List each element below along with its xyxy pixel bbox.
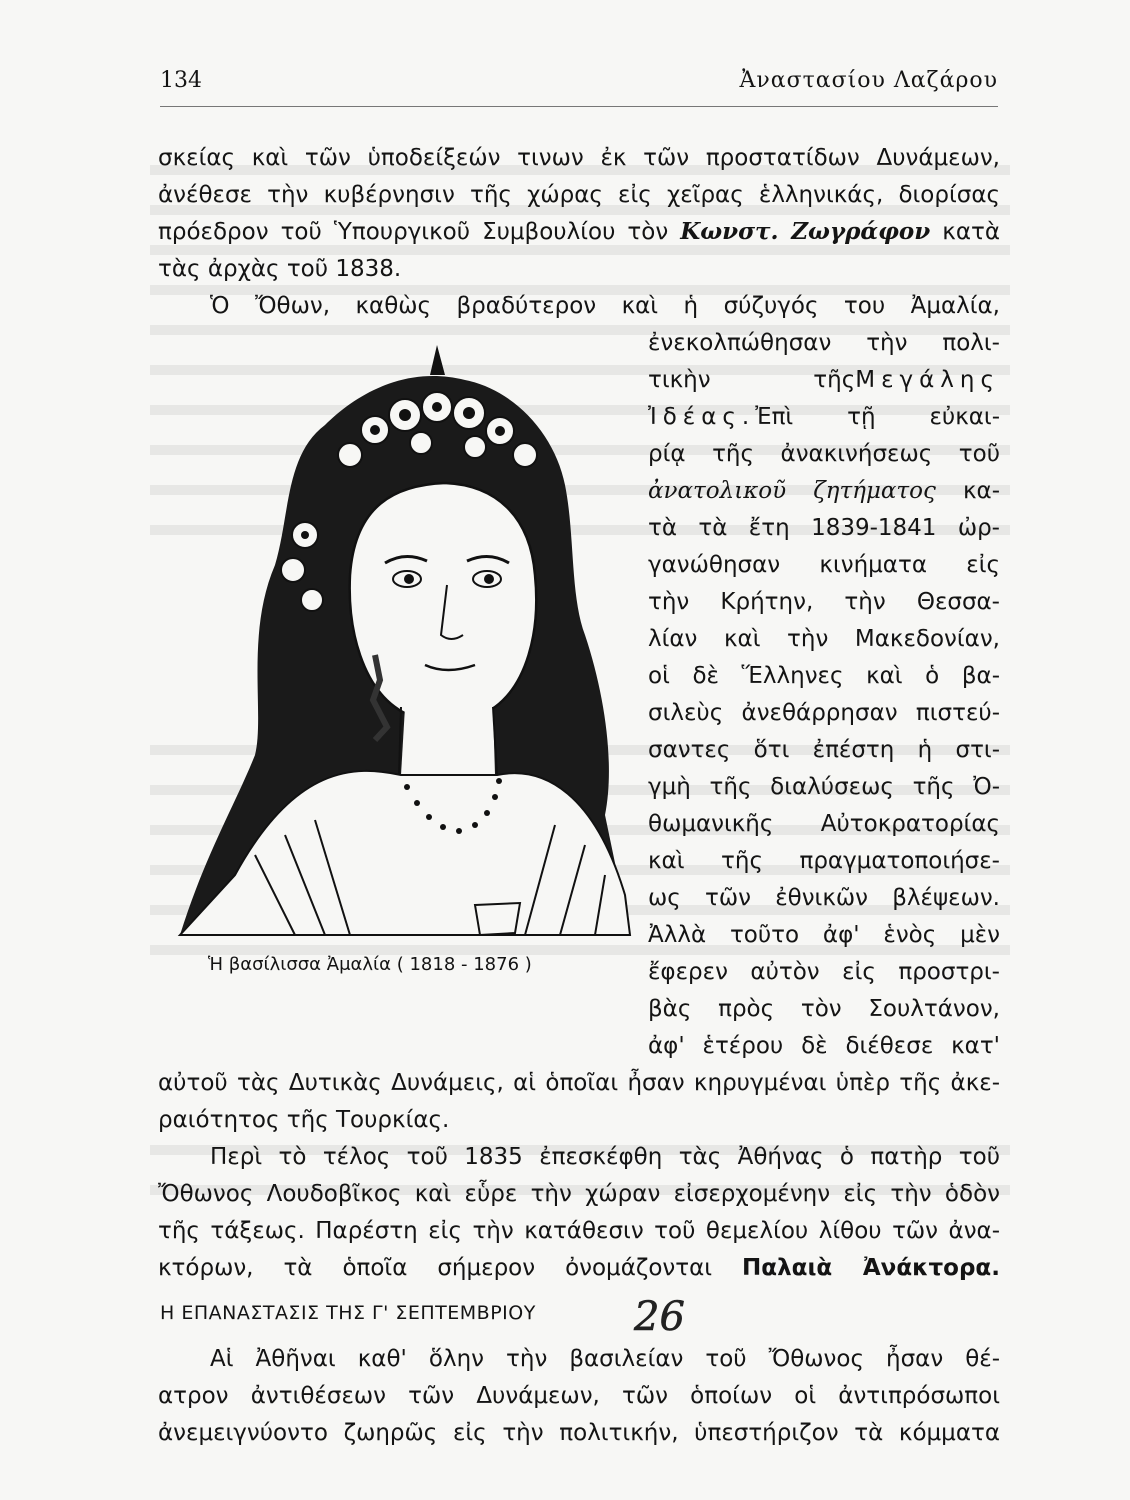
- page-number: 134: [160, 68, 202, 93]
- text-line: πρόεδρον τοῦ Ὑπουργικοῦ Συμβουλίου τὸν Κωνστ. Ζωγράφον κατὰ: [158, 218, 1000, 245]
- text-line: καὶ τῆς πραγματοποιήσε-: [648, 848, 1000, 874]
- text-line: σαντες ὅτι ἐπέστη ἡ στι-: [648, 737, 1000, 763]
- bold-term: Παλαιὰ Ἀνάκτορα.: [742, 1255, 1000, 1281]
- paragraph-start: Αἱ Ἀθῆναι καθ' ὅλην τὴν βασιλείαν τοῦ Ὄθωνος ἦσαν θέ-: [210, 1346, 1000, 1372]
- text-line: ατρον ἀντιθέσεων τῶν Δυνάμεων, τῶν ὁποίων οἱ ἀντιπρόσωποι: [158, 1383, 1000, 1409]
- text-line: οἱ δὲ Ἕλληνες καὶ ὁ βα-: [648, 663, 1000, 689]
- text-line: θωμανικῆς Αὐτοκρατορίας: [648, 811, 1000, 837]
- text-line: γμὴ τῆς διαλύσεως τῆς Ὀ-: [648, 774, 1000, 800]
- text-line: τὰς ἀρχὰς τοῦ 1838.: [158, 256, 402, 282]
- text-line: τικὴν τῆςΜεγάλης: [648, 367, 1000, 393]
- paragraph-start: Περὶ τὸ τέλος τοῦ 1835 ἐπεσκέφθη τὰς Ἀθήνας ὁ πατὴρ τοῦ: [210, 1144, 1000, 1170]
- text-line: ρίᾳ τῆς ἀνακινήσεως τοῦ: [648, 441, 1000, 467]
- svg-text:26: 26: [634, 1294, 685, 1340]
- paragraph-start: Ὁ Ὄθων, καθὼς βραδύτερον καὶ ἡ σύζυγός του Ἀμαλία,: [210, 293, 1000, 319]
- person-name: Κωνστ. Ζωγράφον: [680, 218, 931, 245]
- spaced-term: Μεγάλης: [855, 367, 1000, 393]
- italic-term: ἀνατολικοῦ ζητήματος: [648, 478, 936, 504]
- text-line: Ἀλλὰ τοῦτο ἀφ' ἑνὸς μὲν: [648, 922, 1000, 948]
- text-line: τὴν Κρήτην, τὴν Θεσσα-: [648, 589, 1000, 615]
- text-line: ἀνέθεσε τὴν κυβέρνησιν τῆς χώρας εἰς χεῖρας ἑλληνικάς, διορίσας: [158, 182, 1000, 208]
- text-line: ἀνεμειγνύοντο ζωηρῶς εἰς τὴν πολιτικήν, ὑπεστήριζον τὰ κόμματα: [158, 1420, 1000, 1446]
- text-line: ως τῶν ἐθνικῶν βλέψεων.: [648, 885, 1000, 911]
- header-rule: [160, 106, 998, 107]
- handwritten-note: [630, 1284, 710, 1344]
- spaced-term: Ἰδέας.: [648, 404, 756, 430]
- text-line: ἀφ' ἑτέρου δὲ διέθεσε κατ': [648, 1033, 1000, 1059]
- text-line: κτόρων, τὰ ὁποῖα σήμερον ὀνομάζονται Παλαιὰ Ἀνάκτορα.: [158, 1255, 1000, 1281]
- text-line: τὰ τὰ ἔτη 1839-1841 ὠρ-: [648, 515, 1000, 541]
- running-head: Ἀναστασίου Λαζάρου: [739, 68, 998, 93]
- section-heading: Η ΕΠΑΝΑΣΤΑΣΙΣ ΤΗΣ Γ' ΣΕΠΤΕΜΒΡΙΟΥ: [160, 1302, 536, 1324]
- text-line: ἀνατολικοῦ ζητήματος κα-: [648, 478, 1000, 504]
- page-header: [160, 62, 998, 102]
- text-line: βὰς πρὸς τὸν Σουλτάνον,: [648, 996, 1000, 1022]
- text-line: σιλεὺς ἀνεθάρρησαν πιστεύ-: [648, 700, 1000, 726]
- text-line: σκείας καὶ τῶν ὑποδείξεών τινων ἐκ τῶν προστατίδων Δυνάμεων,: [158, 145, 1000, 171]
- portrait-caption: Ἡ βασίλισσα Ἀμαλία ( 1818 - 1876 ): [208, 954, 532, 975]
- text-line: τῆς τάξεως. Παρέστη εἰς τὴν κατάθεσιν τοῦ θεμελίου λίθου τῶν ἀνα-: [158, 1218, 1000, 1244]
- text-line: λίαν καὶ τὴν Μακεδονίαν,: [648, 626, 1000, 652]
- text-line: ραιότητος τῆς Τουρκίας.: [158, 1107, 450, 1133]
- text-line: Ἰδέας.Ἐπὶ τῇ εὐκαι-: [648, 404, 1000, 430]
- text-line: γανώθησαν κινήματα εἰς: [648, 552, 1000, 578]
- text-line: αὐτοῦ τὰς Δυτικὰς Δυνάμεις, αἱ ὁποῖαι ἦσαν κηρυγμέναι ὑπὲρ τῆς ἀκε-: [158, 1070, 1000, 1096]
- portrait-queen-amalia: [175, 335, 635, 945]
- text-line: ἐνεκολπώθησαν τὴν πολι-: [648, 330, 1000, 356]
- text-line: Ὄθωνος Λουδοβῖκος καὶ εὗρε τὴν χώραν εἰσερχομένην εἰς τὴν ὁδὸν: [158, 1181, 1000, 1207]
- text-line: ἔφερεν αὐτὸν εἰς προστρι-: [648, 959, 1000, 985]
